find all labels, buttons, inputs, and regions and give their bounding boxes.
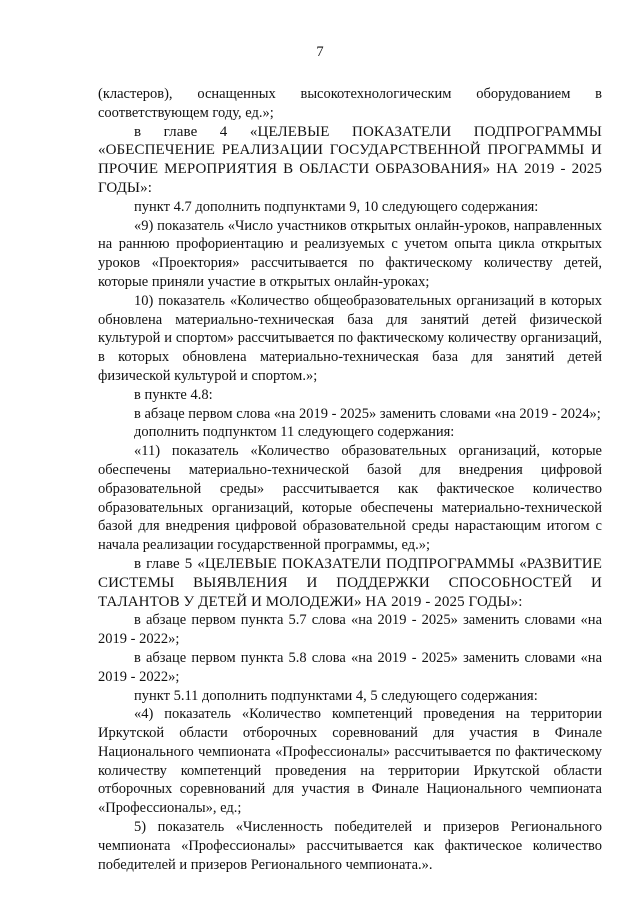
paragraph-subitem-9: «9) показатель «Число участников открытых онлайн-уроков, направленных на раннюю профориентацию и реализуемых с учетом опыта цикла открытых уроков «Проектория» рассчитывается по фактическому количеству детей, которые приняли участие в открытых онлайн-уроках; [98, 217, 602, 290]
document-body [98, 85, 602, 874]
paragraph-chapter-4-heading: в главе 4 «ЦЕЛЕВЫЕ ПОКАЗАТЕЛИ ПОДПРОГРАММЫ «ОБЕСПЕЧЕНИЕ РЕАЛИЗАЦИИ ГОСУДАРСТВЕННОЙ ПРОГРАММЫ И ПРОЧИЕ МЕРОПРИЯТИЯ В ОБЛАСТИ ОБРАЗОВАНИЯ» НА 2019 - 2025 ГОДЫ»: [98, 123, 602, 196]
paragraph-subitem-10: 10) показатель «Количество общеобразовательных организаций в которых обновлена материально-техническая база для занятий детей физической культурой и спортом» рассчитывается по фактическому количеству организаций, в которых обновлена материально-техническая база для занятий детей физической культурой и спортом.»; [98, 292, 602, 384]
paragraph-item-5-7: в абзаце первом пункта 5.7 слова «на 2019 - 2025» заменить словами «на 2019 - 2022»; [98, 612, 602, 648]
paragraph-item-4-8: в пункте 4.8: [134, 386, 213, 403]
paragraph-subitem-4: «4) показатель «Количество компетенций проведения на территории Иркутской области отборочных соревнований для участия в Финале Национального чемпионата «Профессионалы» рассчитывается по фактическому количеству компетенций проведения на территории Иркутской области отборочных соревнований для участия в Финале Национального чемпионата «Профессионалы», ед.; [98, 706, 602, 817]
paragraph-add-subitem-11: дополнить подпунктом 11 следующего содержания: [134, 424, 455, 441]
paragraph-item-4-8-first-para: в абзаце первом слова «на 2019 - 2025» заменить словами «на 2019 - 2024»; [134, 405, 601, 422]
paragraph-clusters-end: (кластеров), оснащенных высокотехнологическим оборудованием в соответствующем году, ед.»; [98, 86, 602, 121]
paragraph-subitem-11: «11) показатель «Количество образовательных организаций, которые обеспечены материально-технической базой для внедрения цифровой образовательной среды» рассчитывается как фактическое количество образовательных организаций, которые обеспечены материально-технической базой для внедрения цифровой образовательной среды нарастающим итогом с начала реализации государственной программы, ед.»; [98, 443, 602, 554]
page-number: 7 [316, 44, 324, 60]
paragraph-subitem-5: 5) показатель «Численность победителей и призеров Регионального чемпионата «Профессионалы» рассчитывается как фактическое количество победителей и призеров Регионального чемпионата.». [98, 819, 602, 873]
paragraph-item-5-8: в абзаце первом пункта 5.8 слова «на 2019 - 2025» заменить словами «на 2019 - 2022»; [98, 649, 602, 685]
paragraph-chapter-5-heading: в главе 5 «ЦЕЛЕВЫЕ ПОКАЗАТЕЛИ ПОДПРОГРАММЫ «РАЗВИТИЕ СИСТЕМЫ ВЫЯВЛЕНИЯ И ПОДДЕРЖКИ СПОСОБНОСТЕЙ И ТАЛАНТОВ У ДЕТЕЙ И МОЛОДЕЖИ» НА 2019 - 2025 ГОДЫ»: [98, 555, 602, 610]
paragraph-item-4-7: пункт 4.7 дополнить подпунктами 9, 10 следующего содержания: [134, 198, 539, 215]
paragraph-item-5-11: пункт 5.11 дополнить подпунктами 4, 5 следующего содержания: [134, 687, 538, 704]
